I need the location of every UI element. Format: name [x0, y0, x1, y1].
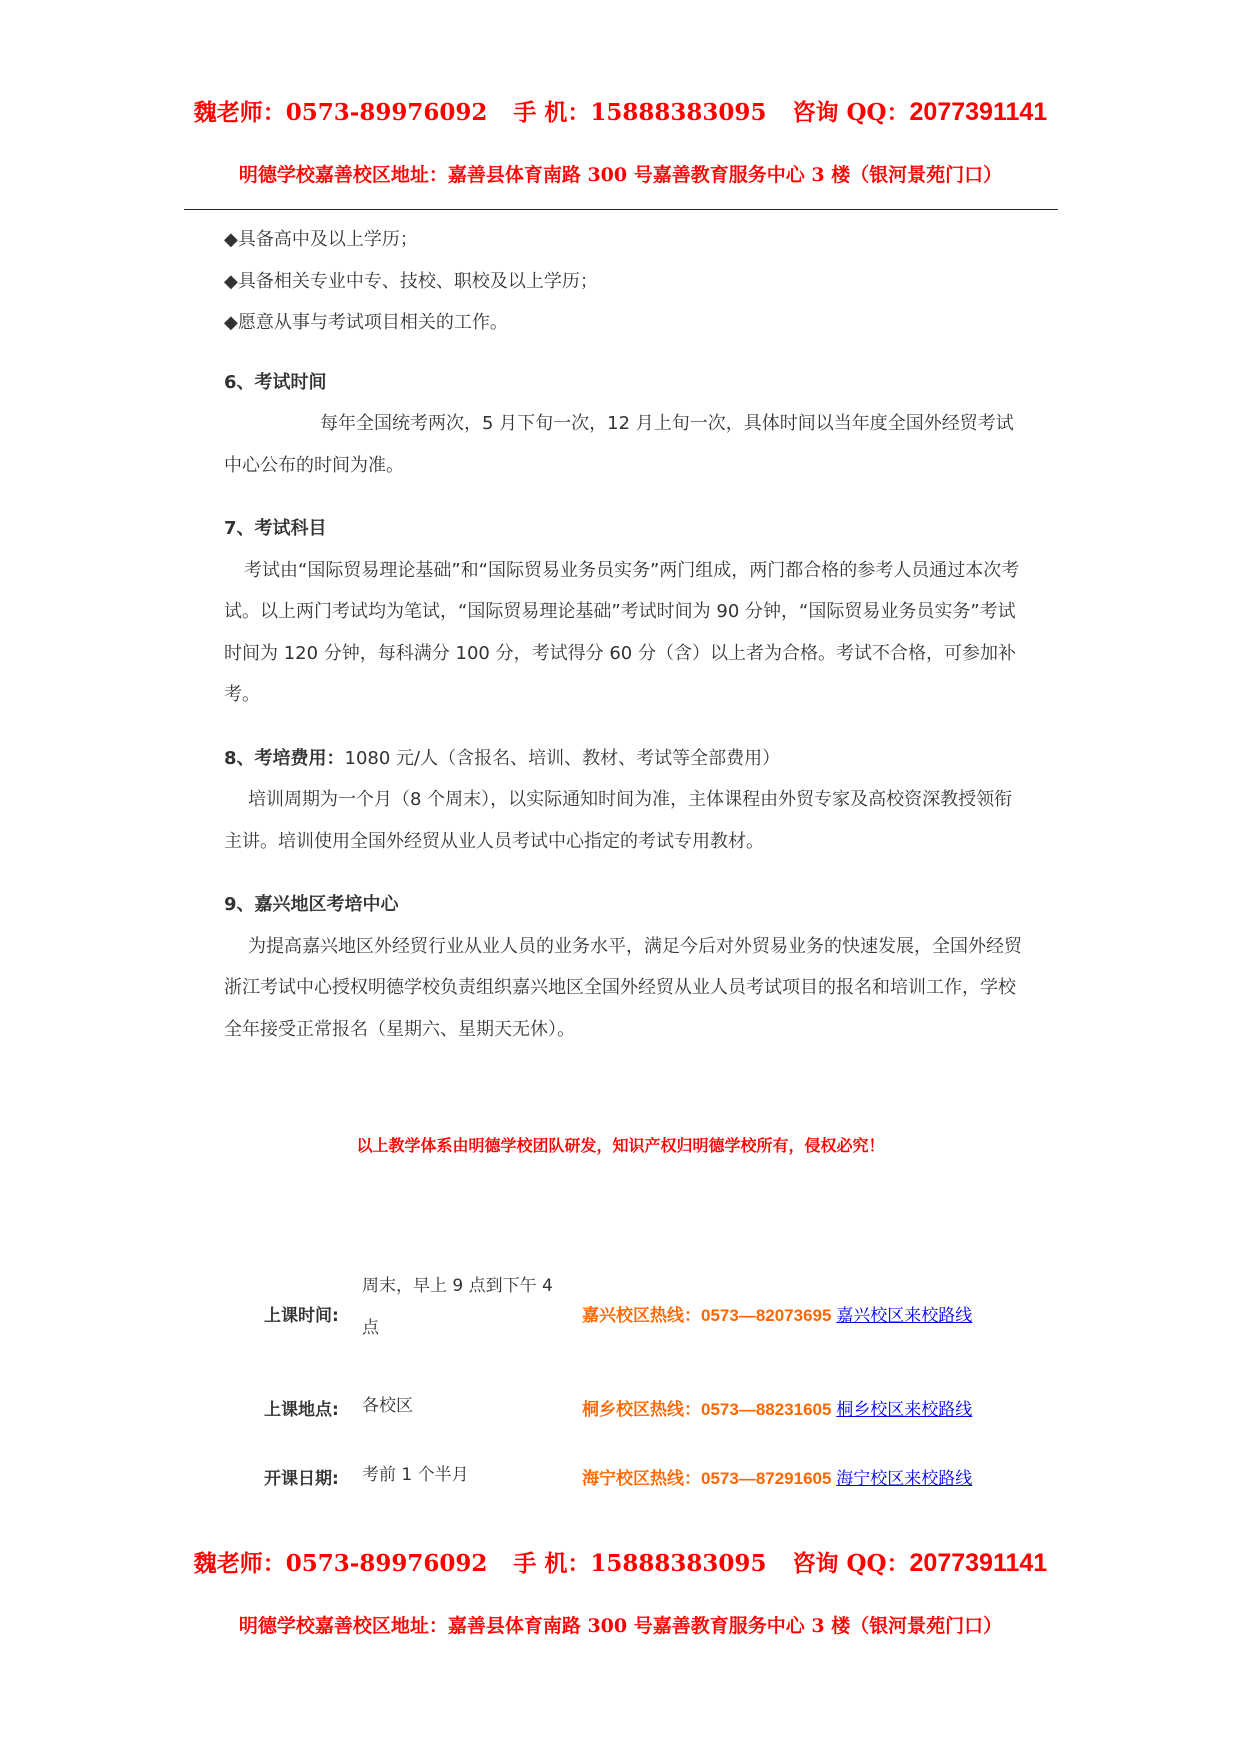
footer-contact-line	[0, 1545, 1241, 1578]
teacher-phone: 0573-89976092	[285, 1550, 488, 1577]
teacher-label: 魏老师：	[193, 1550, 286, 1577]
section-8-title: 8、考培费用：	[224, 747, 345, 769]
section-9-text: 为提高嘉兴地区外经贸行业从业人员的业务水平，满足今后对外贸易业务的快速发展，全国外经贸浙江考试中心授权明德学校负责组织嘉兴地区全国外经贸从业人员考试项目的报名和培训工作，学校全年接受正常报名（星期六、星期天无休）。	[224, 935, 1022, 1040]
class-location-label: 上课地点:	[264, 1400, 339, 1420]
qq-label: 咨询 QQ：	[792, 99, 910, 126]
section-7-text: 考试由“国际贸易理论基础”和“国际贸易业务员实务”两门组成，两门都合格的参考人员通过本次考试。以上两门考试均为笔试，“国际贸易理论基础”考试时间为 90 分钟，“国际贸易业务员实务”考试时间为 120 分钟，每科满分 100 分，考试得分 60 分（含）以上者为合格。考试不合格，可参加补考。	[224, 559, 1020, 705]
mobile-label: 手 机：	[513, 99, 591, 126]
tongxiang-hotline: 桐乡校区热线：0573—88231605 桐乡校区来校路线	[582, 1400, 973, 1420]
section-9-title: 9、嘉兴地区考培中心	[224, 894, 399, 915]
main-content	[224, 219, 1024, 1050]
jiaxing-route-link[interactable]: 嘉兴校区来校路线	[836, 1306, 973, 1326]
jiaxing-hotline: 嘉兴校区热线：0573—82073695 嘉兴校区来校路线	[582, 1306, 973, 1326]
haining-hotline: 海宁校区热线：0573—87291605 海宁校区来校路线	[582, 1469, 973, 1489]
header-contact-line	[0, 94, 1241, 127]
section-8-text: 培训周期为一个月（8 个周末），以实际通知时间为准，主体课程由外贸专家及高校资深教授领衔主讲。培训使用全国外经贸从业人员考试中心指定的考试专用教材。	[224, 789, 1013, 852]
start-date-value: 考前 1 个半月	[362, 1465, 469, 1485]
qq-number: 2077391141	[909, 1549, 1048, 1577]
section-8-fee: 1080 元/人（含报名、培训、教材、考试等全部费用）	[344, 747, 781, 769]
qq-number: 2077391141	[909, 98, 1048, 126]
mobile-number: 15888383095	[590, 99, 767, 126]
section-6-text: 每年全国统考两次，5 月下旬一次，12 月上旬一次，具体时间以当年度全国外经贸考试中心公布的时间为准。	[224, 413, 1014, 476]
qq-label: 咨询 QQ：	[792, 1550, 910, 1577]
requirement-item: ◆具备相关专业中专、技校、职校及以上学历；	[224, 270, 598, 292]
mobile-number: 15888383095	[590, 1550, 767, 1577]
header-divider	[184, 209, 1058, 210]
class-info-row	[264, 1435, 1024, 1531]
footer-address: 明德学校嘉善校区地址：嘉善县体育南路 300 号嘉善教育服务中心 3 楼（银河景苑门口）	[238, 1615, 1003, 1637]
requirement-item: ◆具备高中及以上学历；	[224, 229, 418, 250]
section-6-title: 6、考试时间	[224, 371, 327, 393]
class-info-row	[264, 1365, 1024, 1435]
class-info-row	[264, 1265, 1024, 1365]
copyright-notice: 以上教学体系由明德学校团队研发，知识产权归明德学校所有，侵权必究！	[356, 1136, 885, 1155]
haining-route-link[interactable]: 海宁校区来校路线	[836, 1469, 973, 1489]
header-address: 明德学校嘉善校区地址：嘉善县体育南路 300 号嘉善教育服务中心 3 楼（银河景苑门口）	[238, 164, 1003, 186]
class-time-label: 上课时间:	[264, 1306, 339, 1326]
section-7-title: 7、考试科目	[224, 518, 327, 539]
class-time-value: 周末，早上 9 点到下午 4 点	[362, 1276, 553, 1338]
start-date-label: 开课日期:	[264, 1469, 339, 1489]
class-location-value: 各校区	[362, 1396, 413, 1416]
tongxiang-route-link[interactable]: 桐乡校区来校路线	[836, 1400, 973, 1420]
mobile-label: 手 机：	[513, 1550, 591, 1577]
requirement-item: ◆愿意从事与考试项目相关的工作。	[224, 312, 508, 333]
section-8-title-line	[224, 738, 1024, 780]
teacher-label: 魏老师：	[193, 99, 286, 126]
teacher-phone: 0573-89976092	[285, 99, 488, 126]
class-info-table	[264, 1265, 1024, 1531]
